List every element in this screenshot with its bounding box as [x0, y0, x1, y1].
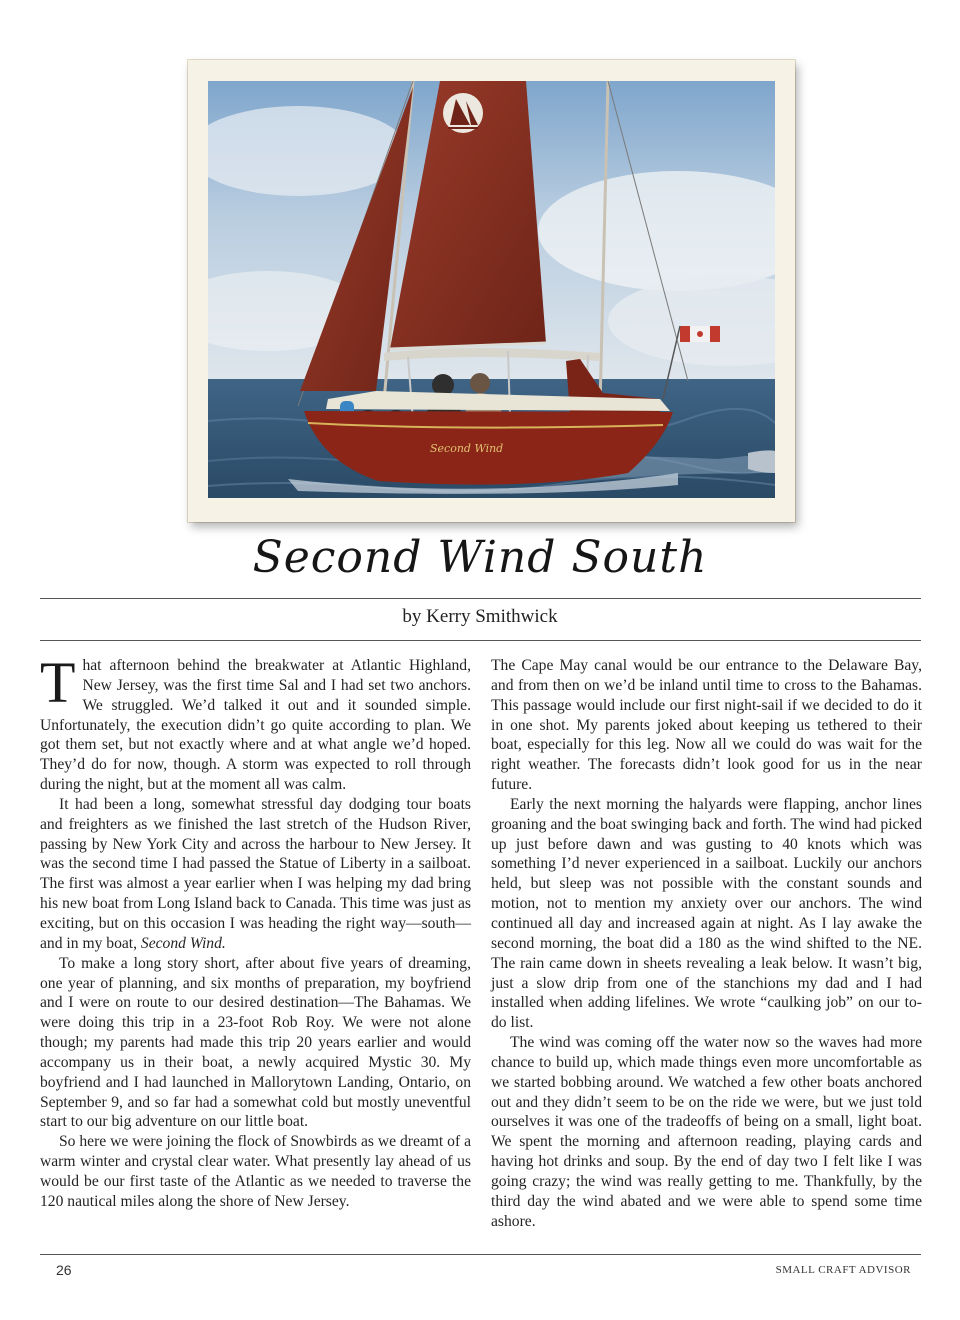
paragraph-1: [40, 650, 471, 795]
boat-name-italic: Second Wind.: [140, 934, 226, 952]
article-title: Second Wind South: [252, 532, 708, 583]
paragraph-1-text: hat afternoon behind the breakwater at Atlantic Highland, New Jersey, was the first time Sal and I had set two anchors. We struggled. We’d talked it out and it sounded simple. Unfortunately, the execution didn’t go quite according to plan. We got them set, but not exactly where and at what angle we’d hoped. They’d do for now, though. A storm was expected to roll through during the night, but at the moment all was calm.: [40, 657, 471, 794]
paragraph-2-text: It had been a long, somewhat stressful day dodging tour boats and freighters as we finished the last stretch of the Hudson River, passing by New York City and across the harbour to New Jersey. It was the second time I had passed the Statue of Liberty in a sailboat. The first was almost a year earlier when I was helping my dad bring his new boat from Long Island back to Canada. This time was just as exciting, but on this occasion I was heading the right way—south—and in my boat,: [40, 795, 471, 952]
title-rule: [40, 598, 921, 599]
paragraph-6: Early the next morning the halyards were flapping, anchor lines groaning and the boat swinging back and forth. The wind had picked up just before dawn and was gusting to 40 knots which was something I’d never experienced in a sailboat. Luckily our anchors held, but sleep was not possible with the constant sounds and motion, not to mention my anxiety over our anchors. The wind continued all day and increased again at night. As I lay awake the second morning, the boat did a 180 as the wind shifted to the NE. The rain came down in sheets revealing a leak below. It wasn’t big, just a slow drip from one of the stanchions my dad and I had installed when adding lifelines. We wrote “caulking job” on our to-do list.: [491, 795, 922, 1032]
article-column-right: [491, 656, 922, 1236]
hull-name: Second Wind: [430, 442, 504, 455]
paragraph-5: The Cape May canal would be our entrance to the Delaware Bay, and from then on we’d be inland until time to cross to the Bahamas. This passage would include our first night-sail if we decided to do it in one shot. My parents joked about keeping us tethered to their boat, especially for this leg. Now all we could do was wait for the right weather. The forecasts didn’t look good for us in the near future.: [491, 657, 922, 794]
magazine-name: SMALL CRAFT ADVISOR: [775, 1264, 911, 1276]
paragraph-2: [40, 795, 471, 954]
byline-rule: [40, 640, 921, 641]
drop-cap: T: [40, 650, 76, 715]
paragraph-7: The wind was coming off the water now so the waves had more chance to build up, which made things even more uncomfortable as we started bobbing around. We watched a few other boats anchored out and they didn’t seem to be on the ride we were, but we just told ourselves it was one of the tradeoffs of being on a small, light boat. We spent the morning and afternoon reading, playing cards and having hot drinks and soup. By the end of day two I felt like I was going crazy; the wind was really getting to me. Thankfully, by the third day the wind abated and we were able to spend some time ashore.: [491, 1034, 922, 1230]
photo-frame: [188, 60, 795, 522]
article-column-left: [40, 650, 471, 1236]
byline: by Kerry Smithwick: [402, 606, 558, 627]
footer-rule: [40, 1254, 921, 1255]
page-number: 26: [56, 1262, 72, 1278]
sailboat-photo: [208, 81, 775, 498]
paragraph-3: To make a long story short, after about five years of dreaming, one year of planning, and six months of preparation, my boyfriend and I were on route to our desired destination—The Bahamas. We were doing this trip in a 23-foot Rob Roy. We were not alone though; my parents had made this trip 20 years earlier and would accompany us in their boat, a newly acquired Mystic 30. My boyfriend and I had launched in Mallorytown Landing, Ontario, on September 9, and so far had a somewhat cold but mostly uneventful start to our big adventure on our little boat.: [40, 954, 471, 1131]
paragraph-4: So here we were joining the flock of Snowbirds as we dreamt of a warm winter and crystal clear water. What presently lay ahead of us would be our first taste of the Atlantic as we needed to traverse the 120 nautical miles along the shore of New Jersey.: [40, 1133, 471, 1210]
